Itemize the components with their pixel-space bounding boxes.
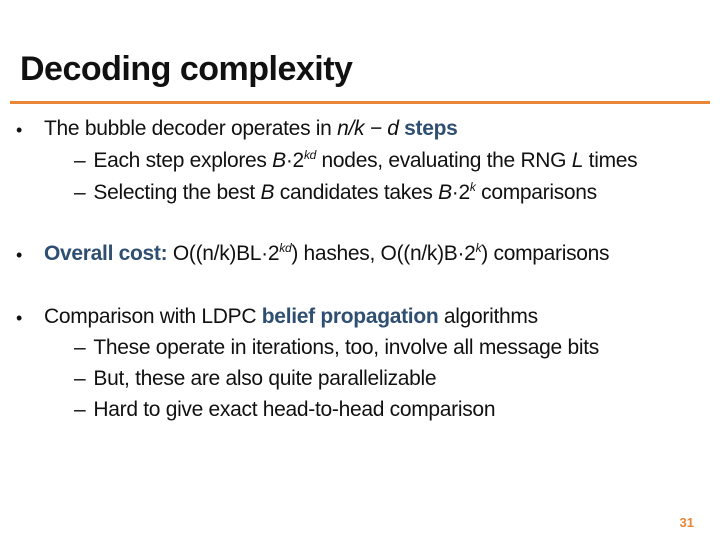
text-part: ·2 bbox=[285, 149, 304, 172]
bullet-3-sub-3 bbox=[74, 398, 495, 422]
bullet-1-expression: n/k − d bbox=[337, 117, 399, 140]
bullet-marker: • bbox=[16, 245, 23, 265]
bullet-1-text: The bubble decoder operates in bbox=[44, 117, 338, 140]
text-part: nodes, evaluating the RNG bbox=[316, 149, 572, 172]
bullet-1-sub-2 bbox=[74, 181, 597, 205]
title-underline bbox=[10, 101, 710, 104]
text-part: algorithms bbox=[438, 305, 538, 328]
exponent: k bbox=[469, 180, 476, 194]
variable: B bbox=[438, 181, 452, 204]
exponent: k bbox=[475, 241, 482, 255]
text-part: times bbox=[583, 149, 638, 172]
text-part: ·2 bbox=[451, 181, 470, 204]
dash-marker: – bbox=[74, 336, 86, 359]
dash-marker: – bbox=[74, 398, 86, 421]
bullet-2 bbox=[44, 242, 609, 266]
dash-marker: – bbox=[74, 181, 86, 204]
dash-marker: – bbox=[74, 367, 86, 390]
bullet-3 bbox=[44, 305, 538, 329]
text-part: ) comparisons bbox=[481, 242, 610, 265]
text-part: ) hashes, O((n/k)B·2 bbox=[291, 242, 476, 265]
dash-marker: – bbox=[74, 149, 86, 172]
bullet-1-highlight: steps bbox=[404, 117, 458, 140]
exponent: kd bbox=[303, 148, 317, 162]
bullet-3-sub-2 bbox=[74, 367, 436, 391]
text-part: But, these are also quite parallelizable bbox=[93, 367, 437, 390]
text-part: Each step explores bbox=[93, 149, 273, 172]
text-part: These operate in iterations, too, involve all message bits bbox=[93, 336, 599, 359]
slide-title: Decoding complexity bbox=[20, 50, 353, 88]
bullet-1-sub-1 bbox=[74, 149, 637, 173]
text-part: Selecting the best bbox=[93, 181, 261, 204]
page-number: 31 bbox=[679, 515, 694, 530]
bullet-1 bbox=[44, 117, 458, 141]
variable: B bbox=[272, 149, 286, 172]
text-part: candidates takes bbox=[274, 181, 439, 204]
bullet-3-sub-1 bbox=[74, 336, 599, 360]
bullet-3-highlight: belief propagation bbox=[261, 305, 439, 328]
bullet-marker: • bbox=[16, 120, 23, 140]
exponent: kd bbox=[279, 241, 292, 255]
text-part: O((n/k)BL·2 bbox=[167, 242, 280, 265]
bullet-2-highlight: Overall cost: bbox=[44, 242, 168, 265]
text-part: Comparison with LDPC bbox=[44, 305, 262, 328]
variable: L bbox=[571, 149, 584, 172]
text-part: Hard to give exact head-to-head comparison bbox=[93, 398, 496, 421]
variable: B bbox=[260, 181, 275, 204]
text-part: comparisons bbox=[475, 181, 597, 204]
bullet-marker: • bbox=[16, 308, 23, 328]
